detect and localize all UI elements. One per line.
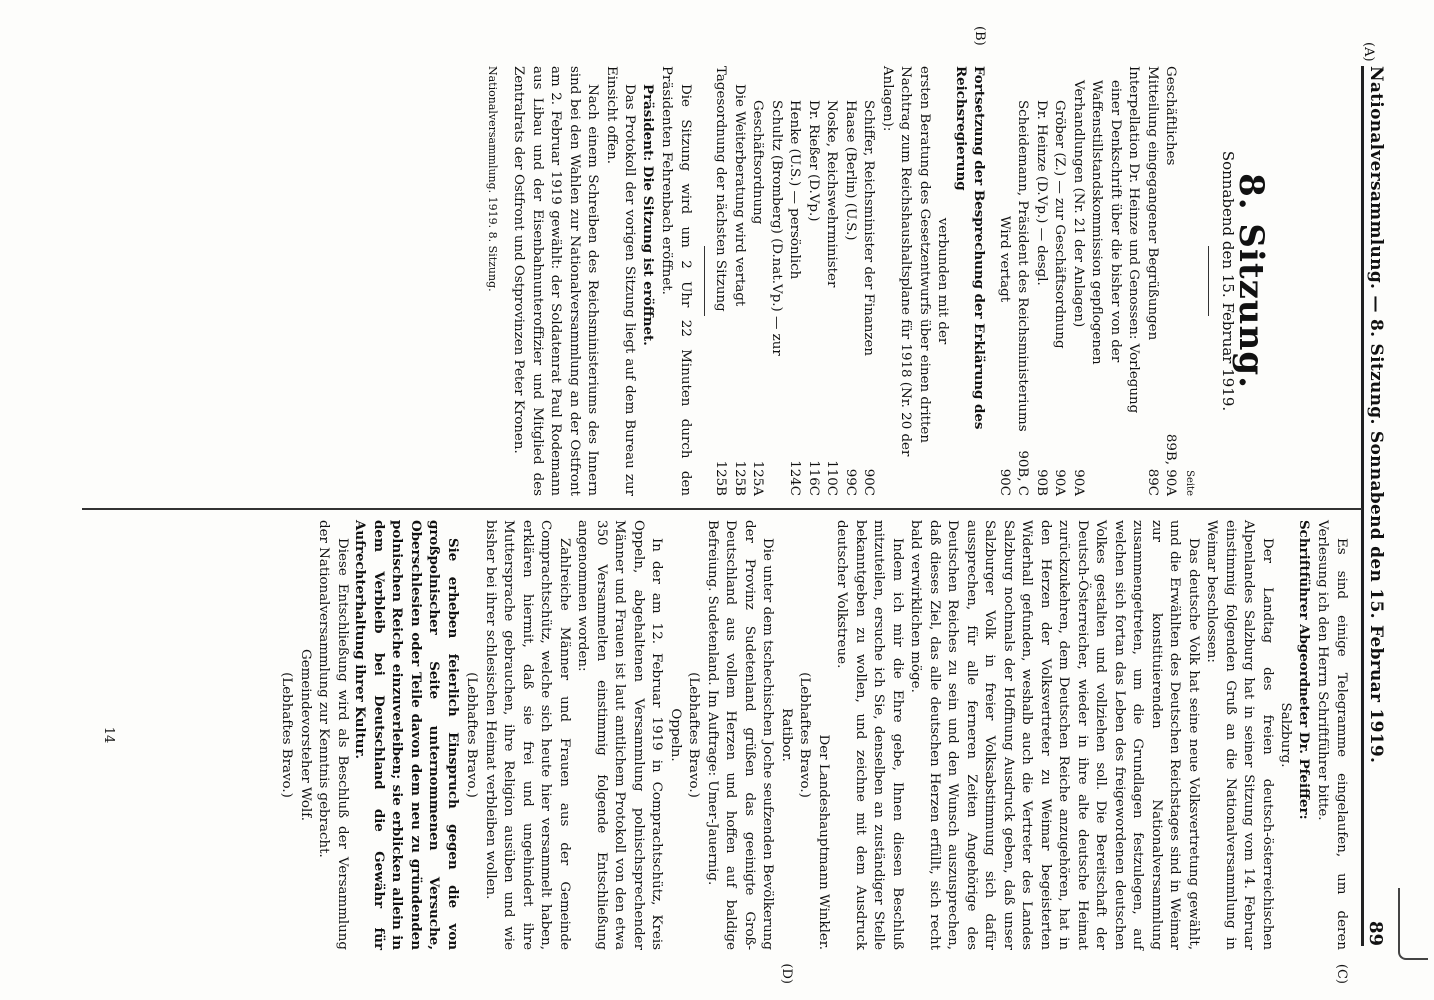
margin-marker-a: (A): [1361, 42, 1376, 62]
ratibor-heading: Ratibor.: [779, 708, 794, 762]
schreiben-paragraph: Nach einem Schreiben des Reichsministeriums des Innern sind bei den Wahlen zur Nationalversammlung an der Ostfront am 2. Februar 1919 gewählt: der Soldatenrat Paul Rodemann aus Libau und der Eisenbahnunteroffizier und Mitglied des Zentralrats der Ostfront und Ostprovinzen Peter Kronen.: [511, 66, 601, 496]
applause-note: (Lebhaftes Bravo.): [686, 672, 702, 798]
speaker-item: Dr. Rießer (D.Vp.) 116C: [806, 100, 821, 496]
president-statement: Präsident: Die Sitzung ist eröffnet.: [640, 84, 656, 346]
margin-marker-d: (D): [779, 963, 794, 984]
salzburg-heading: Salzburg.: [1278, 702, 1294, 768]
oppeln-heading: Oppeln.: [668, 708, 683, 762]
ratibor-paragraph: Die unter dem tschechischen Joche seufzenden Bevölkerung der Provinz Sudetenland grüßen das geeinigte Groß-Deutschland aus vollem Herzen und hoffen auf baldige Befreiung. Sudetenland. Im Auftrage: Umer-Jauernig.: [705, 520, 776, 950]
left-column: [483, 26, 1351, 496]
section-b: [878, 26, 989, 496]
ratibor-section: [684, 520, 795, 984]
margin-marker-c: (C): [1334, 963, 1349, 984]
column-divider: [82, 508, 1362, 510]
salzburg-paragraph-3: Indem ich mir die Ehre gebe, Ihnen diesen Beschluß mitzuteilen, ersuche ich Sie, denselben an zuständiger Stelle bekanntgeben zu wollen, und zeichne mit dem Ausdruck deutscher Volkstreue.: [834, 520, 905, 950]
toc-item: Scheidemann, Präsident des Reichsministeriums 90B, C: [1015, 100, 1031, 496]
section-b-title: Fortsetzung der Besprechung der Erklärung des Reichsregierung: [953, 66, 988, 430]
toc-item: Dr. Heinze (D.Vp.) — desgl. 90B: [1034, 100, 1049, 496]
right-column: [277, 520, 1350, 984]
speaker-item: Noske, Reichswehrminister 110C: [824, 100, 840, 496]
toc-item: Gröber (Z.) — zur Geschäftsordnung 90A: [1052, 100, 1068, 496]
oppeln-paragraph-3: Sie erheben feierlich Einspruch gegen die von großpolnischer Seite unternommenen Versuche, Oberschlesien oder Teile davon dem neu zu gründenden polnischen Reiche einzuverleiben; sie erblicken allein in dem Verbleib bei Deutschland die Gewähr für Aufrechterhaltung ihrer Kultur.: [352, 520, 461, 950]
title-rule: [1208, 246, 1209, 316]
speaker-item: Schultz (Bromberg) (D.nat.Vp.) — zur Geschäftsordnung 125A: [750, 100, 784, 496]
speaker-item: Die Weiterberatung wird vertagt 125B: [732, 84, 747, 496]
sheet-number: 14: [101, 726, 116, 744]
toc-item: Interpellation Dr. Heinze und Genossen: Vorlegung einer Denkschrift über die bisher von der Waffenstillstandskommission gepflogenen Verhandlungen (Nr. 21 der Anlagen) 90A: [1071, 66, 1142, 496]
salzburg-signature: Der Landeshauptmann Winkler.: [816, 734, 831, 950]
speaker-item: Haase (Berlin) (U.S.) 99C: [843, 100, 858, 496]
margin-marker-b: (B): [972, 26, 988, 46]
schriftfuehrer-label: Schriftführer Abgeordneter Dr. Pfeiffer:: [1296, 520, 1312, 820]
intro-paragraph: Es sind einige Telegramme eingelaufen, um deren Verlesung ich den Herrn Schriftführer bitte.: [1315, 520, 1349, 950]
oppeln-paragraph-2: Zahlreiche Männer und Frauen aus der Gemeinde Comprachtschütz, welche sich heute hier versammelt haben, erklären hiermit, daß sie frei und ungehindert ihre Muttersprache gebrauchen, ihre Religion ausüben und wie bisher bei ihrer schlesischen Heimat verbleiben wollen.: [483, 520, 572, 950]
speaker-item: Henke (U.S.) — persönlich 124C: [787, 100, 803, 496]
toc-item: Wird vertagt 90C: [997, 215, 1012, 496]
applause-note: (Lebhaftes Bravo.): [464, 672, 480, 798]
session-title: 8. Sitzung.: [1231, 173, 1271, 389]
salzburg-paragraph-2: Das deutsche Volk hat seine neue Volksvertretung gewählt, und die Erwählten des Deutschen Reichstages sind in Weimar zur konstituierenden Nationalversammlung zusammengetreten, um die Grundlagen festzulegen, auf welchen sich fortan das Leben des freigewordenen deutschen Volkes gestalten und vollziehen soll. Die Bereitschaft der Deutsch-Österreicher, wieder in ihre alte deutsche Heimat zurückzukehren, dem Deutschen Reiche anzugehören, hat in den Herzen der Volksvertreter zu Weimar begeisterten Widerhall gefunden, weshalb auch die Vertreter des Landes Salzburg nochmals der Hoffnung Ausdruck geben, daß unser Salzburger Volk in freier Volksabstimmung sich dafür aussprechen, für alle ferneren Zeiten Angehörige des Deutschen Reiches zu sein und den Wunsch auszusprechen, daß dieses Ziel, das alle deutschen Herzen erfüllt, sich recht bald verwirklichen möge.: [908, 520, 1201, 950]
page-number: 89: [1365, 920, 1386, 946]
verbunden-label: verbunden mit der: [935, 217, 951, 345]
session-date: Sonnabend den 15. Februar 1919.: [1219, 150, 1238, 412]
tagesordnung-item: Tagesordnung der nächsten Sitzung 125B: [713, 66, 729, 496]
oppeln-paragraph-4: Diese Entschließung wird als Beschluß der Versammlung der Nationalversammlung zur Kenntnis gebracht.: [316, 520, 350, 950]
applause-note: (Lebhaftes Bravo.): [279, 672, 295, 798]
header-rule: [1361, 66, 1364, 946]
oppeln-signature: Gemeindevorsteher Wolf.: [298, 649, 313, 821]
toc-item: Geschäftliches 89B, 90A: [1163, 66, 1179, 496]
speaker-item: Schiffer, Reichsminister der Finanzen 90C: [861, 100, 877, 496]
opening-paragraph: Die Sitzung wird um 2 Uhr 22 Minuten durch den Präsidenten Fehrenbach eröffnet.: [659, 66, 693, 496]
seite-label: Seite: [1184, 470, 1195, 496]
section-rule: [704, 246, 705, 316]
oppeln-paragraph-1: In der am 12. Februar 1919 in Comprachtschütz, Kreis Oppeln, abgehaltenen Versammlung polnischsprechender Männer und Frauen ist laut amtlichem Protokoll von den etwa 350 Versammelten einstimmig folgende Entschließung angenommen worden:: [575, 520, 665, 950]
running-title: Nationalversammlung. — 8. Sitzung. Sonnabend den 15. Februar 1919.: [1366, 66, 1386, 764]
applause-note: (Lebhaftes Bravo.): [797, 672, 813, 798]
scan-artifact: [1398, 888, 1428, 960]
protokoll-paragraph: Das Protokoll der vorigen Sitzung liegt auf dem Bureau zur Einsicht offen.: [604, 66, 638, 496]
section-b-subtitle: ersten Beratung des Gesetzentwurfs über einen dritten Nachtrag zum Reichshaushaltsplane für 1918 (Nr. 20 der Anlagen):: [880, 66, 932, 457]
footer-note: Nationalversammlung. 1919. 8. Sitzung.: [486, 66, 499, 292]
salzburg-paragraph-1: Der Landtag des freien deutsch-österreichischen Alpenlandes Salzburg hat in seiner Sitzung vom 14. Februar einstimmig folgenden Gruß an die Nationalversammlung in Weimar beschlossen:: [1204, 520, 1275, 950]
toc-item: Mitteilung eingegangener Begrüßungen 89C: [1145, 66, 1160, 496]
